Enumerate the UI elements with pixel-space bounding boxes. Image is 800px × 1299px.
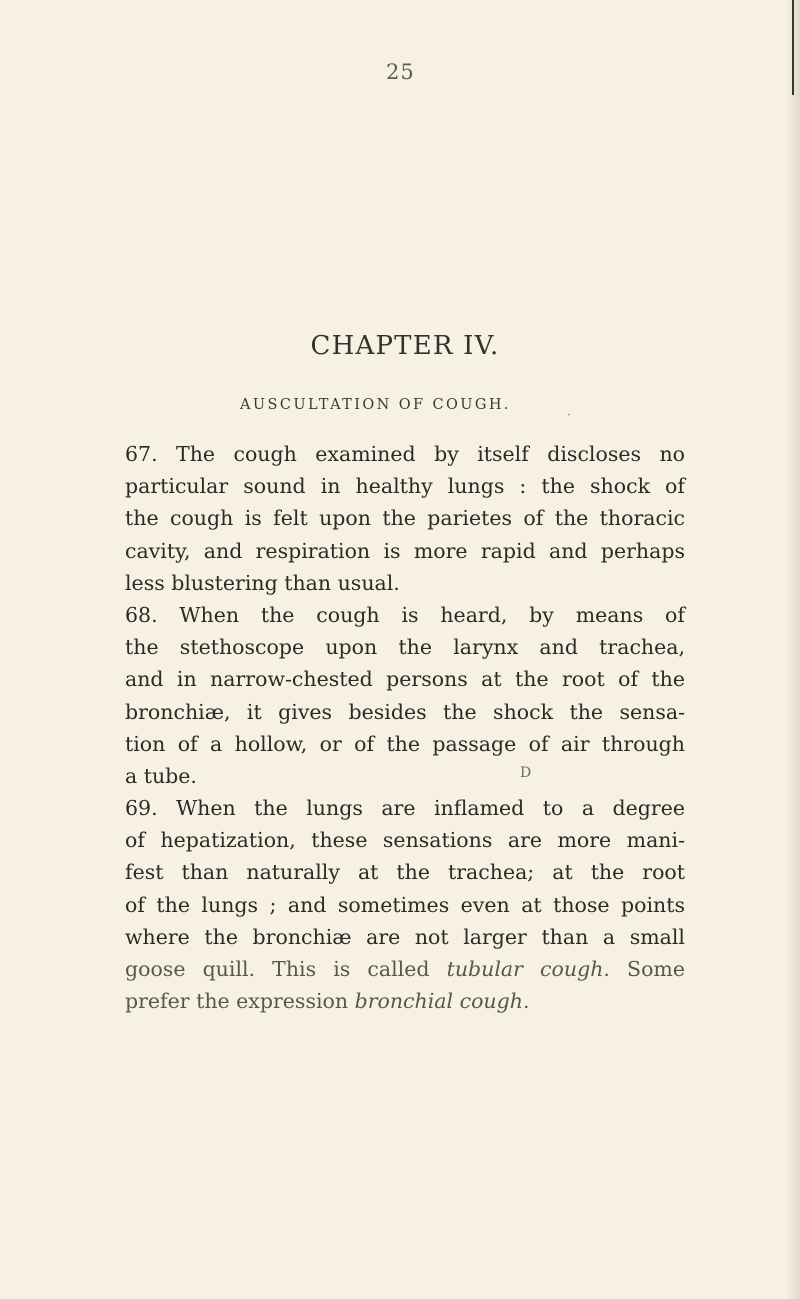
paragraph-69-line: where the bronchiæ are not larger than a small: [125, 924, 685, 949]
paragraph-68-line: bronchiæ, it gives besides the shock the sensa-: [125, 699, 685, 724]
paragraph-69-line: fest than naturally at the trachea; at the root: [125, 860, 685, 885]
stray-mark: ˎ: [567, 402, 571, 416]
signature-mark: D: [520, 765, 532, 781]
paragraph-67-line: the cough is felt upon the parietes of the thoracic: [125, 506, 685, 531]
body-text: [125, 438, 685, 1017]
paragraph-69-line: of the lungs ; and sometimes even at those points: [125, 892, 685, 917]
page-edge-line: [792, 0, 794, 95]
term-bronchial-cough: bronchial cough.: [354, 989, 530, 1014]
paragraph-69-line: [125, 953, 685, 985]
line-text: prefer the expression: [125, 989, 355, 1014]
chapter-subtitle: AUSCULTATION OF COUGH.: [240, 397, 511, 413]
paragraph-68-line: the stethoscope upon the larynx and trachea,: [125, 635, 685, 660]
paragraph-67-line: cavity, and respiration is more rapid and perhaps: [125, 538, 685, 563]
paragraph-68-line: 68. When the cough is heard, by means of: [125, 602, 685, 627]
paragraph-68-line: tion of a hollow, or of the passage of air through: [125, 731, 685, 756]
paragraph-69-line: [125, 985, 685, 1017]
paragraph-67-line: less blustering than usual.: [125, 570, 400, 595]
chapter-title: CHAPTER IV.: [310, 331, 500, 361]
paragraph-67-line: particular sound in healthy lungs : the shock of: [125, 474, 685, 499]
page-number: 25: [386, 60, 415, 84]
paragraph-69-line: 69. When the lungs are inflamed to a degree: [125, 796, 685, 821]
line-text: goose quill. This is called: [125, 957, 447, 981]
paragraph-68-line: and in narrow-chested persons at the root of the: [125, 667, 685, 692]
line-text: Some: [609, 957, 685, 981]
term-tubular-cough: tubular cough.: [446, 957, 610, 981]
page-edge: [786, 0, 800, 1299]
paragraph-68-line: a tube.: [125, 763, 197, 788]
paragraph-67-line: 67. The cough examined by itself discloses no: [125, 442, 685, 466]
paragraph-69-line: of hepatization, these sensations are more mani-: [125, 828, 685, 853]
